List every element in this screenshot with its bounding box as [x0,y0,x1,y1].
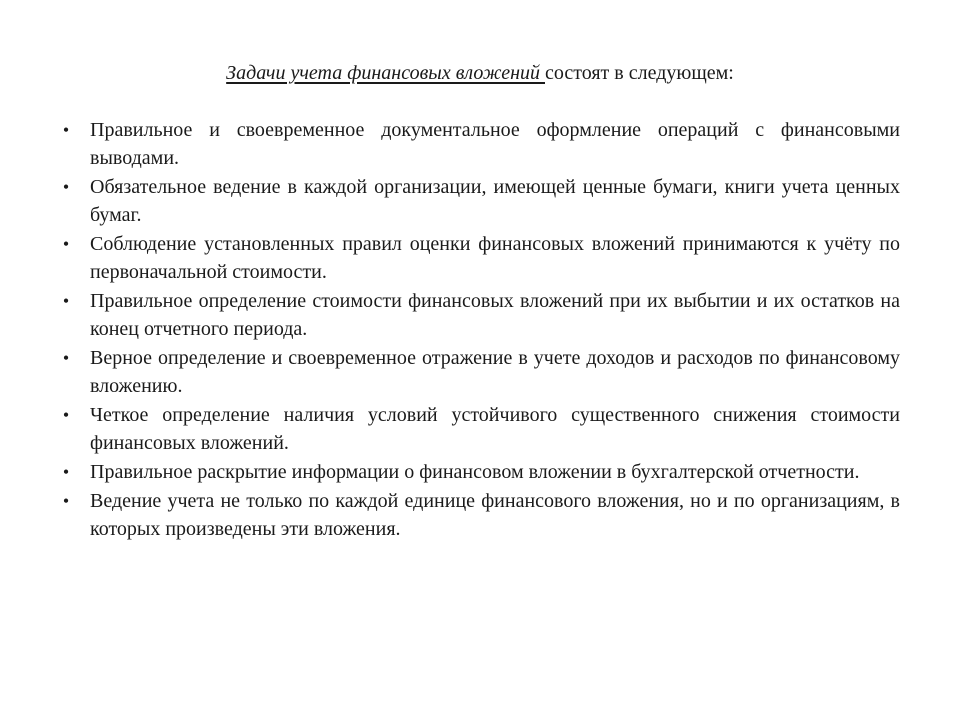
bullet-item [60,487,900,543]
bullet-item [60,344,900,400]
bullet-text: Правильное раскрытие информации о финансовом вложении в бухгалтерской отчетности. [90,461,860,483]
bullet-icon: • [62,491,70,511]
bullet-icon: • [62,405,70,425]
bullet-icon: • [62,462,70,482]
bullet-text: Соблюдение установленных правил оценки финансовых вложений принимаются к учёту по первоначальной стоимости. [90,233,900,283]
bullet-icon: • [62,348,70,368]
bullet-icon: • [62,120,70,140]
bullet-item [60,401,900,457]
bullet-item [60,230,900,286]
slide-heading [0,60,960,86]
bullet-icon: • [62,291,70,311]
heading-emphasis: Задачи учета финансовых вложений [226,62,545,84]
bullet-icon: • [62,234,70,254]
bullet-text: Четкое определение наличия условий устойчивого существенного снижения стоимости финансовых вложений. [90,404,900,454]
bullet-text: Верное определение и своевременное отражение в учете доходов и расходов по финансовому вложению. [90,347,900,397]
heading-rest: состоят в следующем: [545,62,734,84]
bullet-text: Обязательное ведение в каждой организации, имеющей ценные бумаги, книги учета ценных бумаг. [90,176,900,226]
bullet-text: Правильное и своевременное документальное оформление операций с финансовыми выводами. [90,119,900,169]
bullet-item [60,173,900,229]
bullet-item [60,116,900,172]
bullet-item [60,458,900,486]
bullet-icon: • [62,177,70,197]
bullet-text: Правильное определение стоимости финансовых вложений при их выбытии и их остатков на конец отчетного периода. [90,290,900,340]
bullet-text: Ведение учета не только по каждой единице финансового вложения, но и по организациям, в которых произведены эти вложения. [90,490,900,540]
bullet-list [60,116,900,544]
bullet-item [60,287,900,343]
